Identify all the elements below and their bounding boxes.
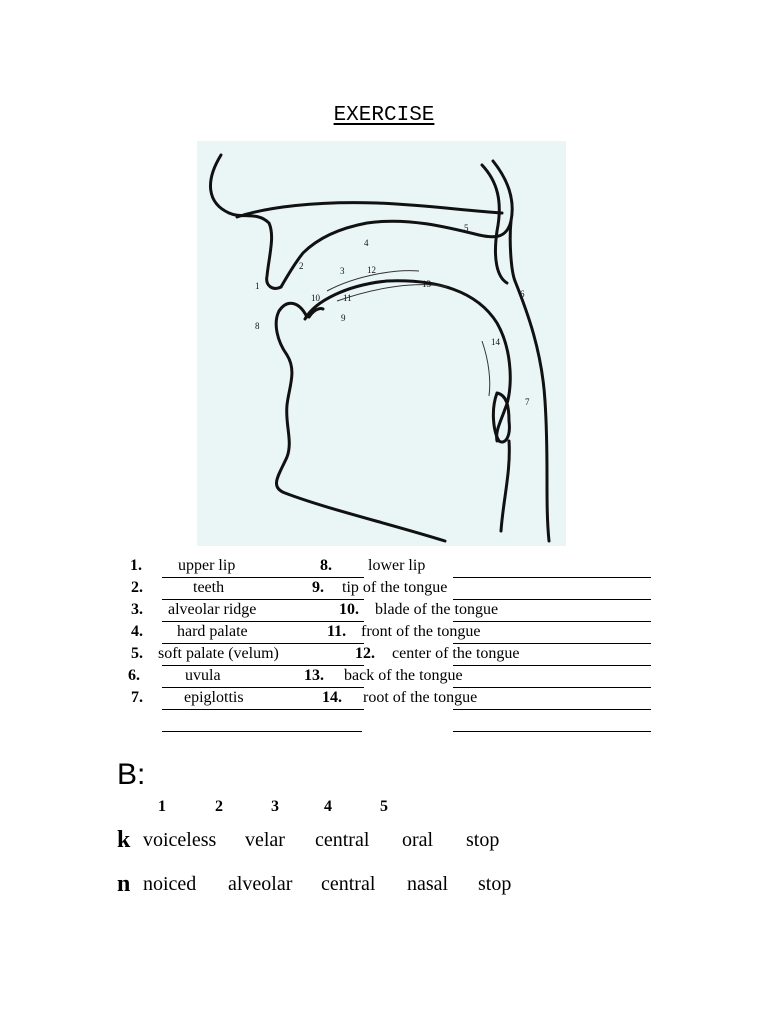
answer-line [453,665,651,666]
column-number: 2 [215,798,223,815]
diagram-number-12: 12 [367,265,376,275]
palate-outline [281,221,511,287]
feature-voicing: voiceless [143,829,217,851]
left-number-6: 6. [128,667,140,684]
left-label-1: upper lip [178,557,236,574]
diagram-number-7: 7 [525,397,530,407]
lower-lip-chin-outline [276,303,445,541]
feature-nasality: oral [402,829,434,851]
left-label-4: hard palate [177,623,248,640]
answer-line [453,621,651,622]
feature-centrality: central [321,873,376,895]
left-label-7: epiglottis [184,689,244,706]
answer-line [453,643,651,644]
diagram-number-3: 3 [340,266,345,276]
answer-line [453,577,651,578]
left-number-3: 3. [131,601,143,618]
right-label-12: center of the tongue [392,645,520,662]
left-label-5: soft palate (velum) [158,645,279,662]
feature-voicing: noiced [143,873,197,895]
right-number-9: 9. [312,579,324,596]
vocal-tract-drawing [197,141,566,546]
diagram-number-5: 5 [464,223,469,233]
diagram-number-1: 1 [255,281,260,291]
left-number-4: 4. [131,623,143,640]
diagram-number-2: 2 [299,261,304,271]
diagram-number-10: 10 [311,293,320,303]
right-number-12: 12. [355,645,375,662]
left-label-6: uvula [185,667,221,684]
nasal-cavity-floor [237,203,502,217]
answer-line [162,599,364,600]
feature-manner: stop [478,873,512,895]
left-number-1: 1. [130,557,142,574]
upper-lip-outline [211,155,281,288]
diagram-number-8: 8 [255,321,260,331]
pharynx-wall [515,281,549,541]
feature-manner: stop [466,829,500,851]
left-label-3: alveolar ridge [168,601,257,618]
right-label-8: lower lip [368,557,426,574]
answer-line [453,599,651,600]
region-line-14 [482,341,490,396]
page-title: EXERCISE [333,104,435,127]
answer-line [162,621,364,622]
velum-outline [482,165,507,283]
larynx-front [501,441,509,531]
tongue-outline [305,281,510,441]
column-number: 5 [380,798,388,815]
right-label-14: root of the tongue [363,689,478,706]
left-number-5: 5. [131,645,143,662]
column-number: 4 [324,798,332,815]
right-number-8: 8. [320,557,332,574]
answer-line [453,687,651,688]
right-label-9: tip of the tongue [342,579,448,596]
sound-symbol-n: n [117,871,131,897]
vocal-tract-diagram [197,141,566,546]
diagram-number-11: 11 [343,293,352,303]
answer-line [453,709,651,710]
answer-line [162,709,364,710]
answer-line [162,731,362,732]
right-number-13: 13. [304,667,324,684]
feature-place: velar [245,829,285,851]
right-number-14: 14. [322,689,342,706]
part-b-heading: B: [117,758,146,791]
right-number-11: 11. [327,623,347,640]
feature-nasality: nasal [407,873,449,895]
answer-line [453,731,651,732]
left-number-7: 7. [131,689,143,706]
diagram-number-9: 9 [341,313,346,323]
feature-centrality: central [315,829,370,851]
left-number-2: 2. [131,579,143,596]
answer-line [162,687,364,688]
column-number: 1 [158,798,166,815]
feature-place: alveolar [228,873,293,895]
answer-line [162,643,364,644]
right-number-10: 10. [339,601,359,618]
right-label-11: front of the tongue [361,623,481,640]
right-label-10: blade of the tongue [375,601,499,618]
diagram-number-14: 14 [491,337,500,347]
diagram-number-4: 4 [364,238,369,248]
diagram-number-6: 6 [520,289,525,299]
diagram-number-13: 13 [422,279,431,289]
right-label-13: back of the tongue [344,667,463,684]
left-label-2: teeth [193,579,225,596]
sound-symbol-k: k [117,827,131,853]
answer-line [162,577,364,578]
column-number: 3 [271,798,279,815]
answer-line [162,665,364,666]
